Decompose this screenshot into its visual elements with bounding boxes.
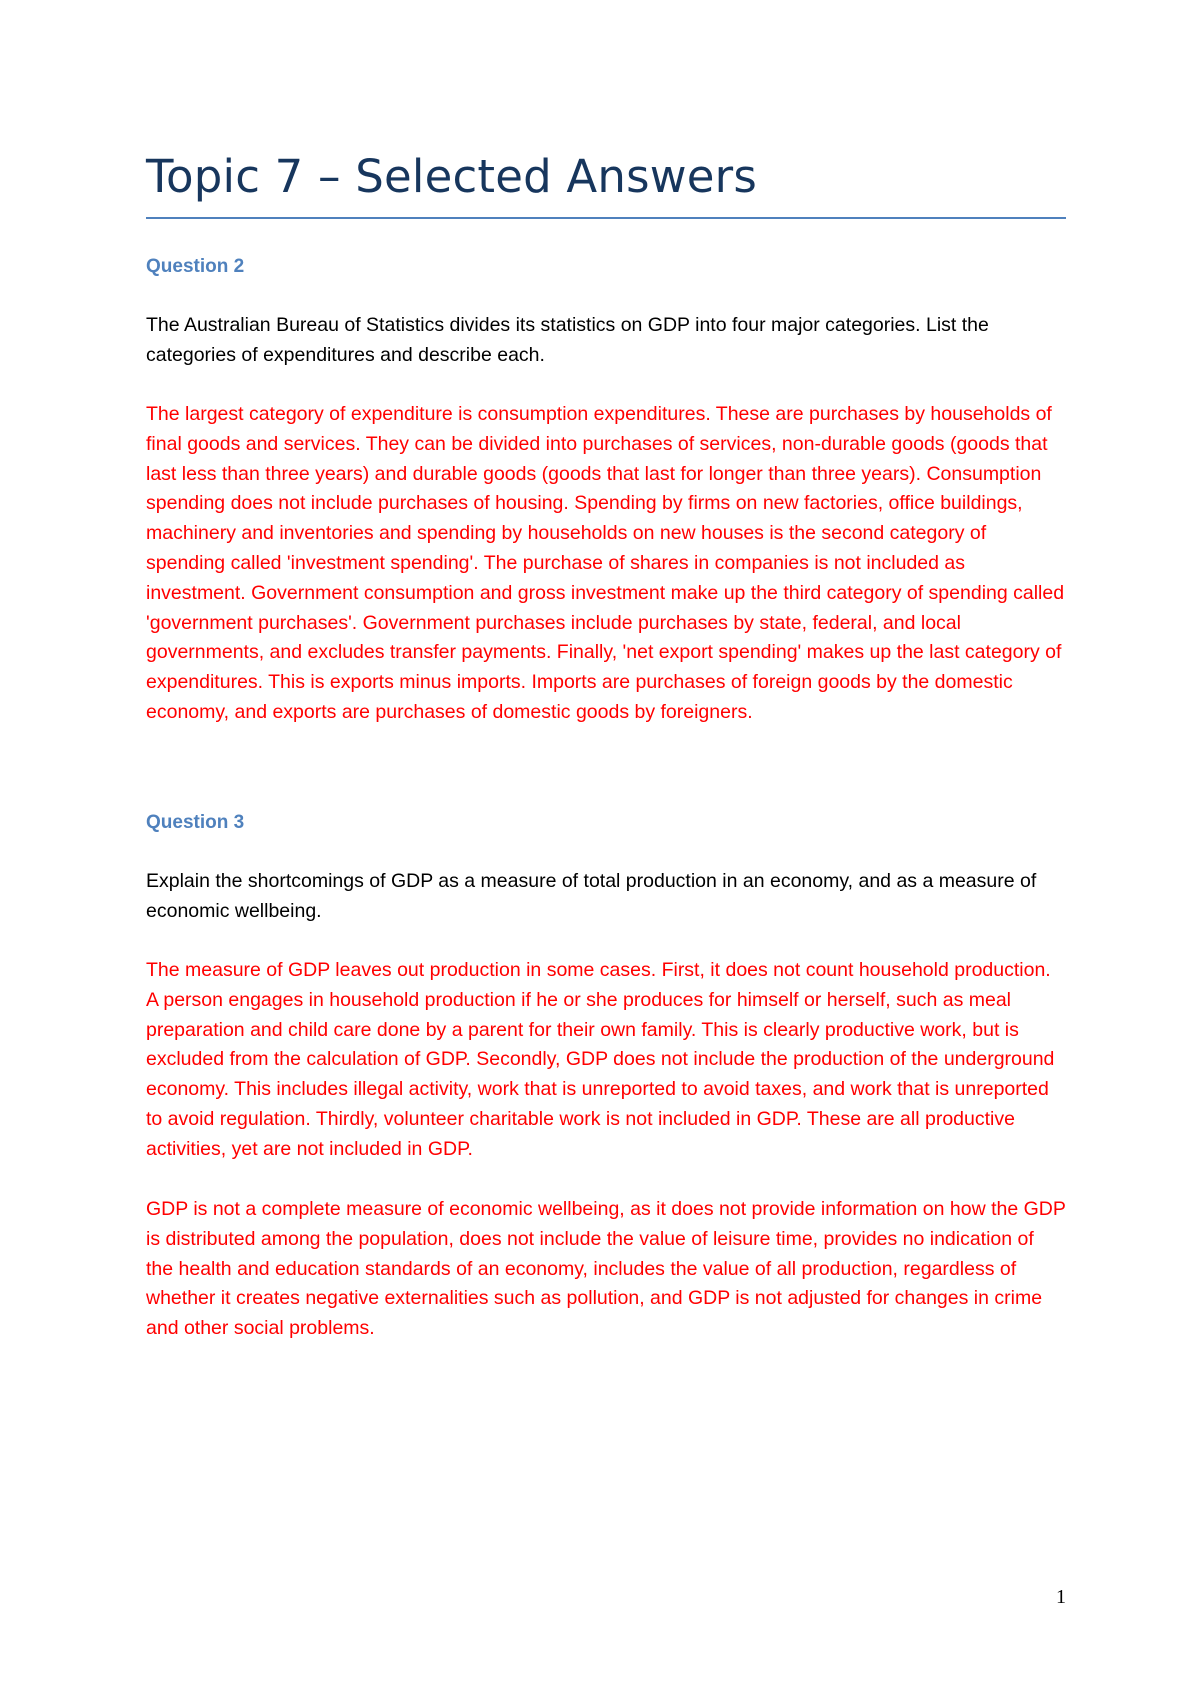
page-number: 1: [1056, 1586, 1066, 1608]
question-2-answer: The largest category of expenditure is consumption expenditures. These are purchases by households of final goods and services. They can be divided into purchases of services, non-durable goods (goods that last less than three years) and durable goods (goods that last for longer than three years). Consumption spending does not include purchases of housing. Spending by firms on new factories, office buildings, machinery and inventories and spending by households on new houses is the second category of spending called 'investment spending'. The purchase of shares in companies is not included as investment. Government consumption and gross investment make up the third category of spending called 'government purchases'. Government purchases include purchases by state, federal, and local governments, and excludes transfer payments. Finally, 'net export spending' makes up the last category of expenditures. This is exports minus imports. Imports are purchases of foreign goods by the domestic economy, and exports are purchases of domestic goods by foreigners.: [146, 403, 1065, 723]
title-underline: [146, 217, 1066, 219]
question-3-answer: The measure of GDP leaves out production in some cases. First, it does not count household production. A person engages in household production if he or she produces for himself or herself, such as meal preparation and child care done by a parent for their own family. This is clearly productive work, but is excluded from the calculation of GDP. Secondly, GDP does not include the production of the underground economy. This includes illegal activity, work that is unreported to avoid taxes, and work that is unreported to avoid regulation. Thirdly, volunteer charitable work is not included in GDP. These are all productive activities, yet are not included in GDP.: [146, 959, 1055, 1160]
question-2-text: The Australian Bureau of Statistics divides its statistics on GDP into four major categories. List the categories of expenditures and describe each.: [146, 314, 989, 366]
document-title: Topic 7 – Selected Answers: [146, 150, 757, 203]
question-3-heading: Question 3: [146, 812, 245, 833]
question-3-text: Explain the shortcomings of GDP as a measure of total production in an economy, and as a measure of economic wellbeing.: [146, 870, 1037, 922]
question-3-answer-wellbeing: GDP is not a complete measure of economic wellbeing, as it does not provide information on how the GDP is distributed among the population, does not include the value of leisure time, provides no indication of the health and education standards of an economy, includes the value of all production, regardless of whether it creates negative externalities such as pollution, and GDP is not adjusted for changes in crime and other social problems.: [146, 1198, 1066, 1340]
question-2-heading: Question 2: [146, 256, 245, 277]
